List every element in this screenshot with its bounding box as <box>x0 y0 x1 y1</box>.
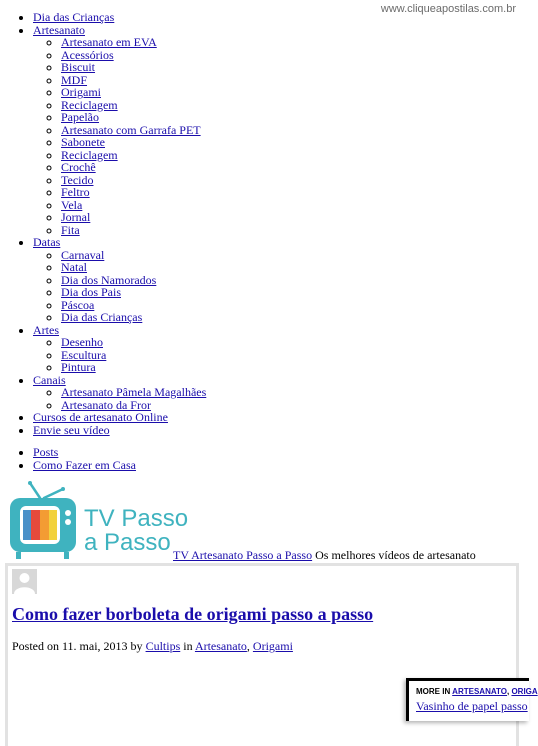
submenu-link[interactable]: Pintura <box>61 360 96 374</box>
submenu-link[interactable]: Fita <box>61 222 80 237</box>
submenu-item <box>61 199 493 212</box>
submenu-link[interactable]: Acessórios <box>61 47 114 62</box>
site-title-link[interactable]: TV Artesanato Passo a Passo <box>173 548 313 562</box>
menu-item <box>33 11 493 24</box>
submenu-item <box>61 61 493 74</box>
submenu-datas <box>61 249 493 324</box>
site-header-text <box>173 548 476 563</box>
tv-logo-icon <box>6 480 189 562</box>
submenu-item <box>61 36 493 49</box>
submenu-item <box>61 99 493 112</box>
submenu-item <box>61 361 493 374</box>
menu-link-canais[interactable]: Canais <box>33 372 66 387</box>
submenu-link[interactable]: Feltro <box>61 185 90 199</box>
submenu-link[interactable]: Reciclagem <box>61 97 118 112</box>
submenu-link[interactable]: Crochê <box>61 160 96 174</box>
watermark: www.cliqueapostilas.com.br <box>380 3 516 15</box>
site-tagline: Os melhores vídeos de artesanato <box>315 548 476 562</box>
submenu-item <box>61 74 493 87</box>
submenu-link[interactable]: Desenho <box>61 335 103 349</box>
post-author-link[interactable]: Cultips <box>145 639 181 653</box>
category-separator: , <box>246 639 250 653</box>
logo-text-line1: TV Passo <box>84 505 189 532</box>
submenu-link[interactable]: Artesanato com Garrafa PET <box>61 122 201 137</box>
submenu-canais <box>61 386 493 411</box>
menu-item <box>33 236 493 324</box>
submenu-link[interactable]: Jornal <box>61 210 91 224</box>
more-in-text: MORE IN <box>416 687 451 696</box>
more-in-label: MORE IN ARTESANATO, ORIGA <box>416 687 538 696</box>
submenu-link[interactable]: Artesanato da Fror <box>61 397 151 412</box>
submenu-item <box>61 161 493 174</box>
menu-link-artesanato[interactable]: Artesanato <box>33 22 85 37</box>
submenu-item <box>61 224 493 237</box>
user-silhouette-icon <box>12 569 37 594</box>
submenu-item <box>61 136 493 149</box>
submenu-link[interactable]: MDF <box>61 72 88 87</box>
logo-text-line2: a Passo <box>84 529 171 556</box>
post-meta <box>12 639 293 654</box>
submenu-item <box>61 149 493 162</box>
submenu-link[interactable]: Natal <box>61 260 87 274</box>
submenu-item <box>61 349 493 362</box>
submenu-link[interactable]: Dia dos Pais <box>61 285 121 299</box>
submenu-link[interactable]: Reciclagem <box>61 147 118 162</box>
main-menu <box>33 11 493 436</box>
post-date-text: Posted on 11. mai, 2013 by <box>12 639 143 653</box>
submenu-link[interactable]: Páscoa <box>61 297 95 312</box>
menu-item <box>33 459 333 472</box>
more-in-category-link[interactable]: ORIGA <box>511 687 538 696</box>
submenu-link[interactable]: Artesanato em EVA <box>61 35 157 49</box>
submenu-link[interactable]: Dia das Crianças <box>61 310 143 324</box>
post-in-text: in <box>183 639 193 653</box>
secondary-menu <box>33 446 333 471</box>
submenu-item <box>61 211 493 224</box>
post-title <box>12 604 373 625</box>
submenu-link[interactable]: Sabonete <box>61 135 105 149</box>
menu-link-dia-criancas[interactable]: Dia das Crianças <box>33 10 115 24</box>
submenu-link[interactable]: Dia dos Namorados <box>61 272 157 287</box>
menu-item <box>33 24 493 237</box>
submenu-item <box>61 249 493 262</box>
submenu-item <box>61 174 493 187</box>
menu-item <box>33 324 493 374</box>
post-title-link[interactable]: Como fazer borboleta de origami passo a passo <box>12 604 374 624</box>
more-in-popup <box>406 678 538 721</box>
menu-link-artes[interactable]: Artes <box>33 322 59 337</box>
menu-link-datas[interactable]: Datas <box>33 235 61 249</box>
post-category-link[interactable]: Artesanato <box>194 639 247 653</box>
more-in-article-link[interactable]: Vasinho de papel passo <box>416 699 528 713</box>
submenu-item <box>61 274 493 287</box>
avatar <box>12 569 37 594</box>
submenu-artesanato <box>61 36 493 236</box>
menu-link-posts[interactable]: Posts <box>33 445 59 459</box>
menu-link-cursos[interactable]: Cursos de artesanato Online <box>33 410 168 424</box>
submenu-item <box>61 86 493 99</box>
submenu-item <box>61 286 493 299</box>
submenu-link[interactable]: Escultura <box>61 347 107 362</box>
menu-item <box>33 374 493 412</box>
submenu-link[interactable]: Biscuit <box>61 60 96 74</box>
more-in-category-link[interactable]: ARTESANATO <box>452 687 507 696</box>
submenu-link[interactable]: Vela <box>61 197 83 212</box>
submenu-link[interactable]: Tecido <box>61 172 94 187</box>
submenu-link[interactable]: Artesanato Pâmela Magalhães <box>61 385 207 399</box>
submenu-item <box>61 311 493 324</box>
submenu-item <box>61 124 493 137</box>
submenu-link[interactable]: Origami <box>61 85 101 99</box>
menu-link-como-fazer[interactable]: Como Fazer em Casa <box>33 457 136 472</box>
submenu-item <box>61 49 493 62</box>
submenu-item <box>61 336 493 349</box>
menu-link-envie[interactable]: Envie seu vídeo <box>33 422 110 437</box>
post-category-link[interactable]: Origami <box>252 639 293 653</box>
submenu-link[interactable]: Carnaval <box>61 247 105 262</box>
submenu-item <box>61 186 493 199</box>
submenu-artes <box>61 336 493 374</box>
submenu-link[interactable]: Papelão <box>61 110 99 124</box>
menu-item <box>33 424 493 437</box>
